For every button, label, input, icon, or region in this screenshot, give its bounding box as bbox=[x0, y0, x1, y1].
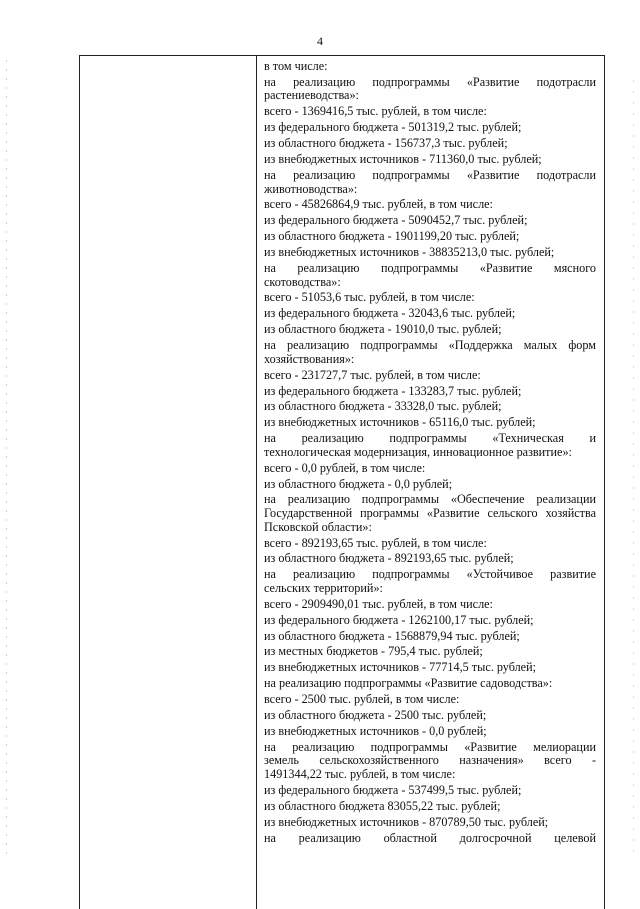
funding-paragraph bbox=[264, 60, 596, 74]
text-line: из федерального бюджета - 501319,2 тыс. рублей; bbox=[264, 121, 522, 135]
funding-paragraph bbox=[264, 800, 596, 814]
text-line: земель сельскохозяйственного назначения» всего - bbox=[264, 754, 596, 768]
text-line: Государственной программы «Развитие сельского хозяйства bbox=[264, 507, 596, 521]
table-left-cell bbox=[80, 56, 257, 909]
text-line: на реализацию подпрограммы «Поддержка малых форм bbox=[264, 339, 596, 353]
funding-paragraph bbox=[264, 741, 596, 782]
text-line: из областного бюджета - 156737,3 тыс. рублей; bbox=[264, 137, 508, 151]
text-line: из областного бюджета 83055,22 тыс. рублей; bbox=[264, 799, 501, 813]
funding-paragraph bbox=[264, 214, 596, 228]
text-line: всего - 892193,65 тыс. рублей, в том числе: bbox=[264, 536, 487, 550]
text-line: скотоводства»: bbox=[264, 275, 341, 289]
funding-paragraph bbox=[264, 169, 596, 196]
text-line: всего - 231727,7 тыс. рублей, в том числе: bbox=[264, 368, 481, 382]
text-line: из федерального бюджета - 537499,5 тыс. рублей; bbox=[264, 783, 522, 797]
funding-paragraph bbox=[264, 537, 596, 551]
text-line: технологическая модернизация, инновационное развитие»: bbox=[264, 445, 572, 459]
text-line: на реализацию подпрограммы «Развитие мелиорации bbox=[264, 740, 596, 754]
text-line: из федерального бюджета - 133283,7 тыс. рублей; bbox=[264, 384, 522, 398]
funding-paragraph bbox=[264, 677, 596, 691]
text-line: на реализацию подпрограммы «Развитие подотрасли bbox=[264, 75, 596, 89]
funding-paragraph bbox=[264, 645, 596, 659]
funding-paragraph bbox=[264, 246, 596, 260]
text-line: в том числе: bbox=[264, 60, 328, 73]
text-line: из областного бюджета - 1568879,94 тыс. рублей; bbox=[264, 629, 520, 643]
funding-paragraph bbox=[264, 291, 596, 305]
scan-artifact-left bbox=[6, 60, 7, 860]
text-line: из внебюджетных источников - 0,0 рублей; bbox=[264, 724, 487, 738]
funding-paragraph bbox=[264, 307, 596, 321]
funding-paragraph bbox=[264, 816, 596, 830]
text-line: сельских территорий»: bbox=[264, 581, 383, 595]
text-line: на реализацию подпрограммы «Устойчивое развитие bbox=[264, 568, 596, 582]
funding-paragraph bbox=[264, 432, 596, 459]
text-line: всего - 2909490,01 тыс. рублей, в том числе: bbox=[264, 597, 493, 611]
text-line: из внебюджетных источников - 77714,5 тыс. рублей; bbox=[264, 661, 536, 675]
funding-paragraph bbox=[264, 725, 596, 739]
text-line: на реализацию подпрограммы «Развитие подотрасли bbox=[264, 168, 596, 182]
funding-paragraph bbox=[264, 369, 596, 383]
document-table bbox=[79, 55, 605, 909]
text-line: на реализацию областной долгосрочной целевой bbox=[264, 831, 596, 845]
funding-paragraph bbox=[264, 832, 596, 846]
text-line: всего - 2500 тыс. рублей, в том числе: bbox=[264, 693, 460, 707]
funding-paragraph bbox=[264, 493, 596, 534]
text-line: животноводства»: bbox=[264, 182, 358, 196]
funding-paragraph bbox=[264, 198, 596, 212]
funding-paragraph bbox=[264, 262, 596, 289]
text-line: из внебюджетных источников - 870789,50 тыс. рублей; bbox=[264, 815, 549, 829]
text-line: из областного бюджета - 0,0 рублей; bbox=[264, 477, 453, 491]
text-line: всего - 51053,6 тыс. рублей, в том числе: bbox=[264, 291, 475, 305]
text-line: всего - 45826864,9 тыс. рублей, в том числе: bbox=[264, 198, 493, 212]
text-line: из федерального бюджета - 32043,6 тыс. рублей; bbox=[264, 307, 516, 321]
funding-paragraph bbox=[264, 784, 596, 798]
funding-paragraph bbox=[264, 121, 596, 135]
funding-paragraph bbox=[264, 568, 596, 595]
text-line: из местных бюджетов - 795,4 тыс. рублей; bbox=[264, 645, 483, 659]
funding-paragraph bbox=[264, 598, 596, 612]
text-line: из федерального бюджета - 1262100,17 тыс. рублей; bbox=[264, 613, 534, 627]
funding-paragraph bbox=[264, 416, 596, 430]
text-line: из областного бюджета - 33328,0 тыс. рублей; bbox=[264, 400, 502, 414]
text-line: из областного бюджета - 892193,65 тыс. рублей; bbox=[264, 552, 514, 566]
funding-paragraph bbox=[264, 709, 596, 723]
text-line: хозяйствования»: bbox=[264, 352, 355, 366]
text-line: всего - 0,0 рублей, в том числе: bbox=[264, 461, 426, 475]
text-line: всего - 1369416,5 тыс. рублей, в том числе: bbox=[264, 105, 487, 119]
funding-paragraph bbox=[264, 339, 596, 366]
funding-paragraph bbox=[264, 630, 596, 644]
text-line: на реализацию подпрограммы «Обеспечение реализации bbox=[264, 493, 596, 507]
funding-paragraph bbox=[264, 153, 596, 167]
funding-paragraph bbox=[264, 137, 596, 151]
funding-paragraph bbox=[264, 693, 596, 707]
text-line: из внебюджетных источников - 38835213,0 тыс. рублей; bbox=[264, 246, 555, 260]
page-number: 4 bbox=[317, 34, 323, 48]
text-line: 1491344,22 тыс. рублей, в том числе: bbox=[264, 768, 456, 781]
scan-artifact-right bbox=[633, 80, 634, 860]
funding-paragraph bbox=[264, 76, 596, 103]
text-line: из федерального бюджета - 5090452,7 тыс. рублей; bbox=[264, 214, 528, 228]
funding-paragraph bbox=[264, 614, 596, 628]
table-right-cell bbox=[257, 56, 604, 845]
funding-paragraph bbox=[264, 462, 596, 476]
text-line: из областного бюджета - 1901199,20 тыс. рублей; bbox=[264, 230, 520, 244]
text-line: из областного бюджета - 19010,0 тыс. рублей; bbox=[264, 323, 502, 337]
funding-paragraph bbox=[264, 552, 596, 566]
funding-paragraph bbox=[264, 385, 596, 399]
text-line: из внебюджетных источников - 711360,0 тыс. рублей; bbox=[264, 153, 542, 167]
text-line: на реализацию подпрограммы «Техническая и bbox=[264, 432, 596, 446]
funding-paragraph bbox=[264, 478, 596, 492]
funding-paragraph bbox=[264, 230, 596, 244]
text-line: из областного бюджета - 2500 тыс. рублей; bbox=[264, 709, 487, 723]
text-line: растениеводства»: bbox=[264, 89, 359, 103]
text-line: на реализацию подпрограммы «Развитие садоводства»: bbox=[264, 677, 553, 691]
text-line: из внебюджетных источников - 65116,0 тыс. рублей; bbox=[264, 416, 536, 430]
funding-paragraph bbox=[264, 323, 596, 337]
funding-paragraph bbox=[264, 661, 596, 675]
text-line: Псковской области»: bbox=[264, 520, 372, 534]
text-line: на реализацию подпрограммы «Развитие мясного bbox=[264, 261, 596, 275]
funding-paragraph bbox=[264, 400, 596, 414]
funding-paragraph bbox=[264, 105, 596, 119]
